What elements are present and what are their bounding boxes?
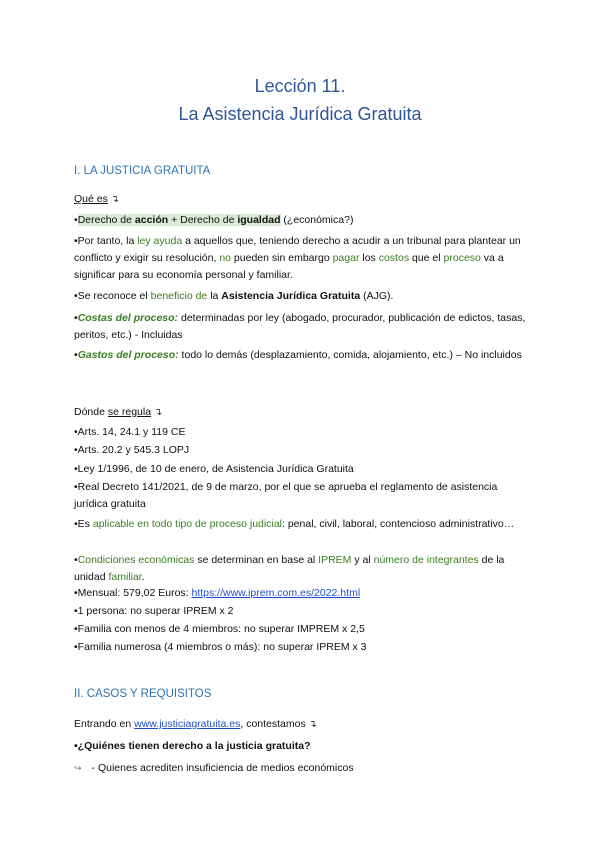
text-segment: de la unidad	[74, 554, 505, 583]
regula-item-ce: •Arts. 14, 24.1 y 119 CE	[74, 426, 186, 438]
que-es-label	[74, 191, 526, 208]
regula-item-real-decreto: •Real Decreto 141/2021, de 9 de marzo, por el que se aprueba el reglamento de asistencia jurídica gratuita	[74, 481, 498, 510]
down-return-arrow-icon: ↴	[308, 719, 318, 730]
green-iprem: IPREM	[318, 554, 352, 566]
down-return-arrow-icon: ↴	[153, 407, 163, 418]
green-familiar: familiar	[108, 571, 142, 583]
text-segment: (AJG).	[360, 290, 394, 302]
text-segment: va a significar para su economía personal y familiar.	[74, 252, 504, 281]
text-segment: que el	[409, 252, 444, 264]
bullet-mark: •	[74, 554, 78, 566]
bullet-mensual	[74, 585, 526, 602]
green-no: no	[219, 252, 232, 264]
text-segment: a aquellos que, teniendo derecho a acudir a un tribunal para plantear un conflicto y exigir su resolución,	[74, 235, 521, 264]
text-accion: acción	[134, 214, 169, 226]
green-costos: costos	[378, 252, 410, 264]
bullet-familia-numerosa: •Familia numerosa (4 miembros o más): no superar IPREM x 3	[74, 641, 367, 653]
green-costas: Costas del proceso:	[77, 312, 179, 324]
text-segment: •Es	[74, 518, 93, 530]
green-pagar: pagar	[332, 252, 360, 264]
bullet-mark: •	[74, 214, 78, 226]
text-se-regula: se regula	[107, 406, 152, 418]
bullet-costas	[74, 310, 526, 344]
bullet-por-tanto	[74, 233, 526, 284]
donde-se-regula-label	[74, 404, 526, 421]
que-es-text: Qué es	[74, 193, 108, 205]
text-igualdad: igualdad	[237, 214, 281, 226]
text-economica: (¿económica?)	[280, 214, 354, 226]
text-segment: pueden sin embargo	[231, 252, 333, 264]
text-segment: todo lo demás (desplazamiento, comida, alojamiento, etc.) – No incluidos	[178, 349, 522, 361]
answer-line	[74, 760, 526, 777]
green-condiciones: Condiciones económicas	[77, 554, 195, 566]
green-beneficio: beneficio de	[150, 290, 208, 302]
text-answer: - Quienes acrediten insuficiencia de medios económicos	[91, 762, 354, 774]
text-segment: Entrando en	[74, 718, 135, 730]
section-heading-justicia-gratuita: I. LA JUSTICIA GRATUITA	[74, 165, 211, 177]
green-ley-ayuda: ley ayuda	[137, 235, 183, 247]
text-segment: la	[207, 290, 222, 302]
text-segment: , contestamos	[240, 718, 306, 730]
highlighted-derecho	[78, 214, 281, 226]
section-heading-casos-requisitos: II. CASOS Y REQUISITOS	[74, 688, 212, 700]
text-donde: Dónde	[74, 406, 108, 418]
regula-item-lopj: •Arts. 20.2 y 545.3 LOPJ	[74, 444, 190, 456]
green-gastos: Gastos del proceso:	[77, 349, 179, 361]
bullet-beneficio	[74, 288, 526, 305]
green-integrantes: número de integrantes	[373, 554, 479, 566]
bold-ajg: Asistencia Jurídica Gratuita	[221, 290, 361, 302]
question-quienes: •¿Quiénes tienen derecho a la justicia gratuita?	[74, 740, 311, 752]
text-derecho-de: Derecho de	[77, 214, 135, 226]
lesson-number-title: Lección 11.	[254, 76, 346, 96]
bullet-derecho	[74, 212, 526, 229]
bullet-mark: •	[74, 349, 78, 361]
text-segment: .	[141, 571, 145, 583]
text-segment: : penal, civil, laboral, contencioso administrativo…	[282, 518, 515, 530]
bullet-una-persona: •1 persona: no superar IPREM x 2	[74, 605, 234, 617]
bullet-familia-menos-4: •Familia con menos de 4 miembros: no superar IMPREM x 2,5	[74, 623, 365, 635]
indent-arrow-icon: ↪	[74, 763, 82, 773]
lesson-title: La Asistencia Jurídica Gratuita	[178, 104, 422, 124]
text-segment: y al	[351, 554, 374, 566]
text-segment: •Se reconoce el	[74, 290, 151, 302]
down-return-arrow-icon: ↴	[110, 194, 120, 205]
text-derecho-de-2: + Derecho de	[168, 214, 238, 226]
bullet-gastos	[74, 347, 526, 364]
green-aplicable: aplicable en todo tipo de proceso judicial	[92, 518, 282, 530]
bullet-condiciones	[74, 552, 526, 586]
bullet-aplicable	[74, 516, 526, 533]
green-proceso: proceso	[443, 252, 481, 264]
text-segment: •Por tanto, la	[74, 235, 138, 247]
text-segment: los	[359, 252, 379, 264]
text-segment: •Mensual: 579,02 Euros:	[74, 587, 192, 599]
text-segment: determinadas por ley (abogado, procurador, publicación de edictos, tasas, peritos, etc.) - Incluidas	[74, 312, 526, 341]
intro-line	[74, 716, 526, 733]
text-segment: se determinan en base al	[194, 554, 319, 566]
regula-item-ley: •Ley 1/1996, de 10 de enero, de Asistencia Jurídica Gratuita	[74, 463, 354, 475]
iprem-link[interactable]: https://www.iprem.com.es/2022.html	[191, 587, 361, 599]
bullet-mark: •	[74, 312, 78, 324]
justiciagratuita-link[interactable]: www.justiciagratuita.es	[134, 718, 241, 730]
